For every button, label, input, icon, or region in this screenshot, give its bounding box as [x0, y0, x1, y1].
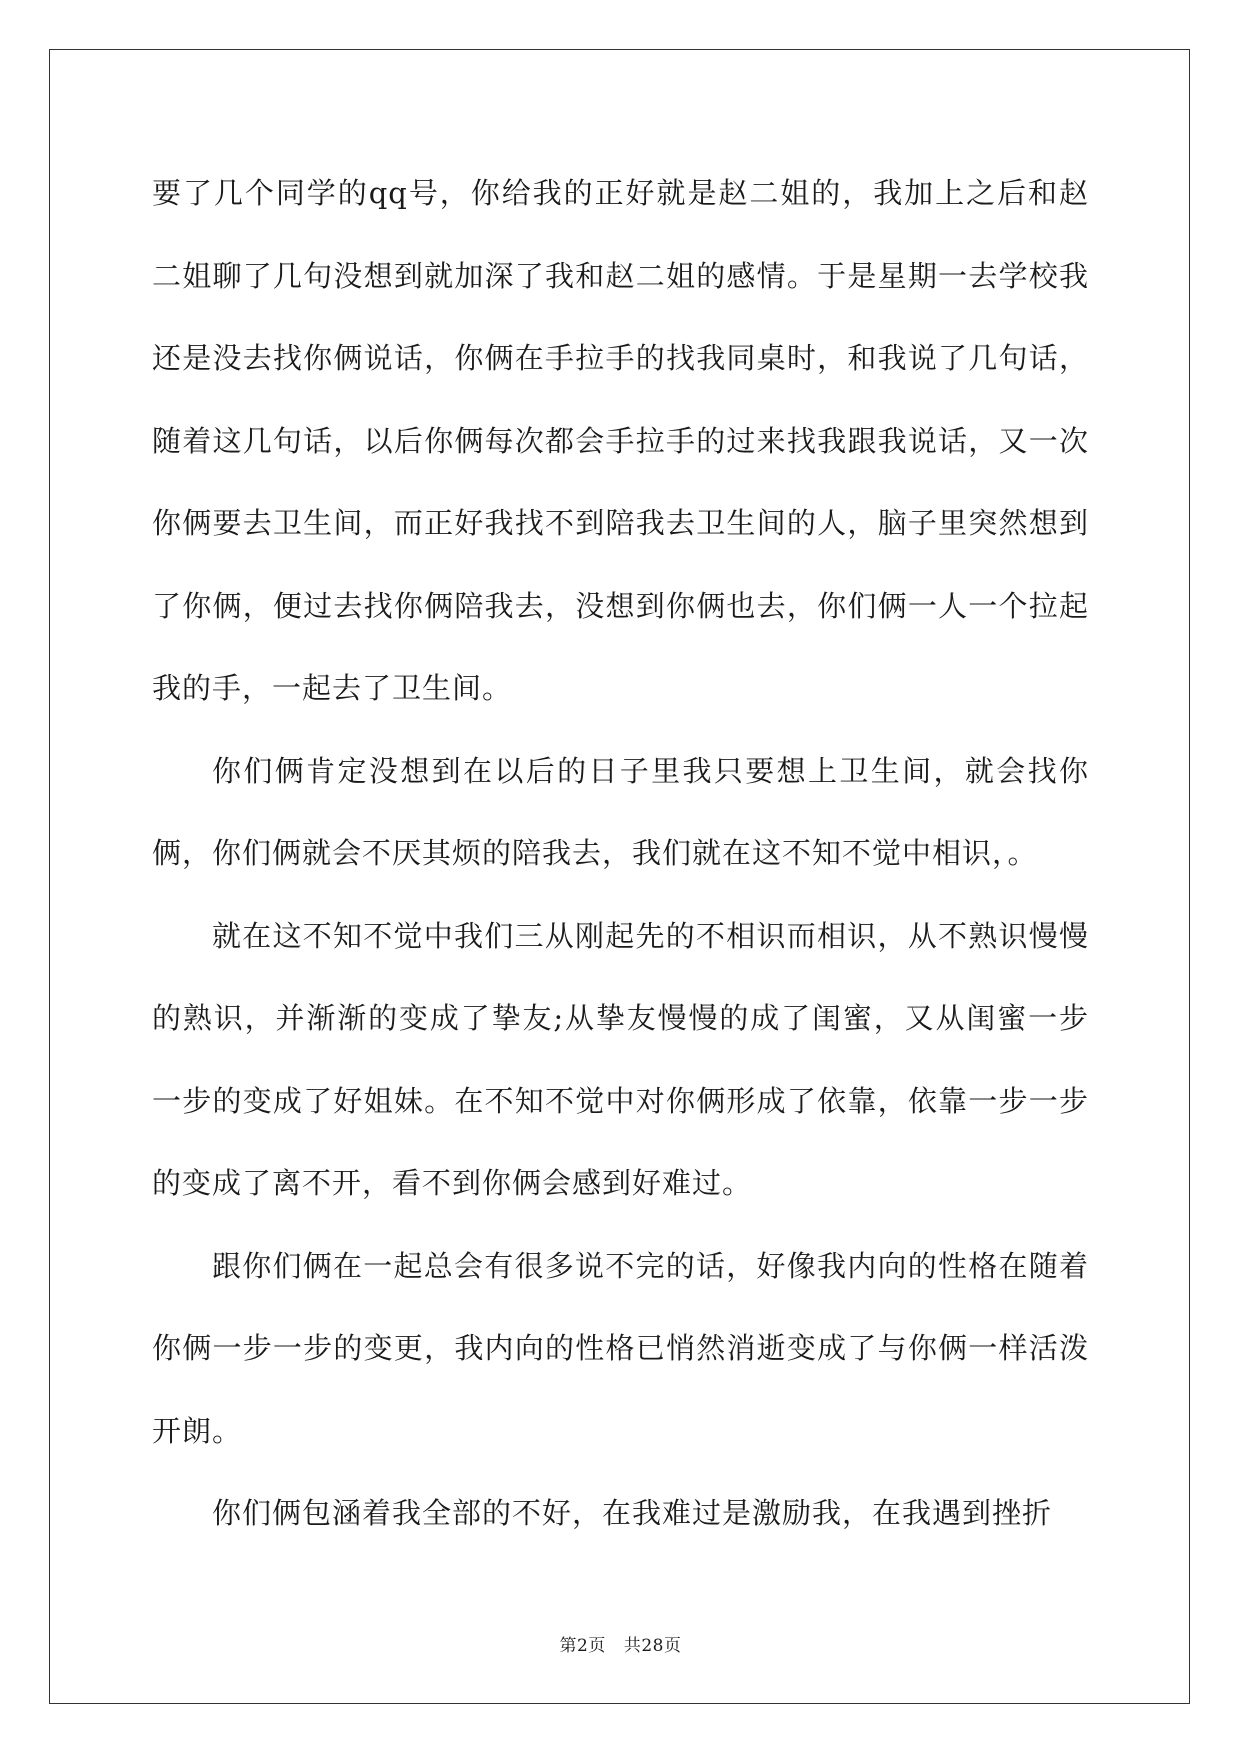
paragraph-2: 你们俩肯定没想到在以后的日子里我只要想上卫生间，就会找你俩，你们俩就会不厌其烦的陪我去，我们就在这不知不觉中相识，。 [152, 753, 1089, 870]
document-body [152, 152, 1089, 1555]
page-number: 第2页 [559, 1636, 606, 1656]
paragraph-3: 就在这不知不觉中我们三从刚起先的不相识而相识，从不熟识慢慢的熟识，并渐渐的变成了挚友;从挚友慢慢的成了闺蜜，又从闺蜜一步一步的变成了好姐妹。在不知不觉中对你俩形成了依靠，依靠一步一步的变成了离不开，看不到你俩会感到好难过。 [152, 918, 1089, 1200]
paragraph-4: 跟你们俩在一起总会有很多说不完的话，好像我内向的性格在随着你俩一步一步的变更，我内向的性格已悄然消逝变成了与你俩一样活泼开朗。 [152, 1248, 1089, 1448]
paragraph-5: 你们俩包涵着我全部的不好，在我难过是激励我，在我遇到挫折 [212, 1496, 1053, 1530]
page-total: 共28页 [623, 1636, 682, 1656]
page-footer [0, 1631, 1241, 1656]
paragraph-1: 要了几个同学的qq号，你给我的正好就是赵二姐的，我加上之后和赵二姐聊了几句没想到就加深了我和赵二姐的感情。于是星期一去学校我还是没去找你俩说话，你俩在手拉手的找我同桌时，和我说了几句话，随着这几句话，以后你俩每次都会手拉手的过来找我跟我说话，又一次你俩要去卫生间，而正好我找不到陪我去卫生间的人，脑子里突然想到了你俩，便过去找你俩陪我去，没想到你俩也去，你们俩一人一个拉起我的手，一起去了卫生间。 [152, 176, 1089, 705]
